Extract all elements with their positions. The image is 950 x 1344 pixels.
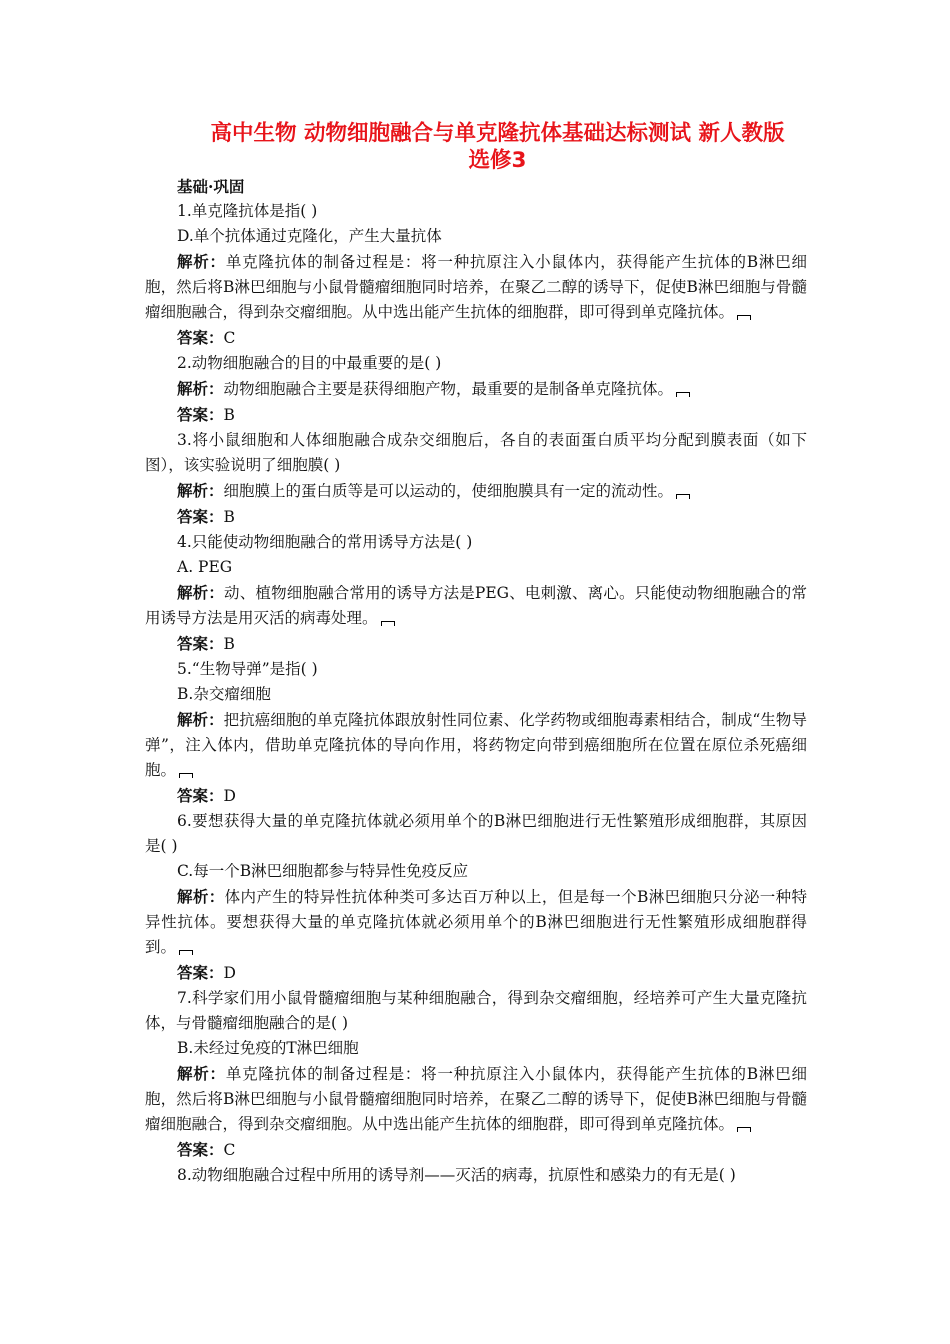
analysis-label: 解析：	[177, 583, 225, 602]
question-7: 7.科学家们用小鼠骨髓瘤细胞与某种细胞融合，得到杂交瘤细胞，经培养可产生大量克隆抗体，与骨髓瘤细胞融合的是( )	[145, 989, 807, 1032]
question-5: 5.“生物导弹”是指( )	[177, 660, 318, 678]
answer-label: 答案：	[177, 634, 224, 653]
question-1-analysis	[145, 249, 807, 325]
question-1-option: D.单个抗体通过克隆化，产生大量抗体	[177, 227, 442, 245]
analysis-label: 解析：	[177, 252, 226, 271]
edit-mark-icon	[737, 1127, 751, 1132]
analysis-text: 动物细胞融合主要是获得细胞产物，最重要的是制备单克隆抗体。	[223, 380, 674, 398]
analysis-label: 解析：	[177, 481, 224, 500]
edit-mark-icon	[676, 392, 690, 397]
question-7-option: B.未经过免疫的T淋巴细胞	[177, 1039, 359, 1057]
answer-value: B	[223, 406, 235, 424]
analysis-label: 解析：	[177, 1064, 226, 1083]
question-1: 1.单克隆抗体是指( )	[177, 202, 318, 220]
analysis-label: 解析：	[177, 379, 224, 398]
analysis-text: 单克隆抗体的制备过程是：将一种抗原注入小鼠体内，获得能产生抗体的B淋巴细胞，然后将B淋巴细胞与小鼠骨髓瘤细胞同时培养，在聚乙二醇的诱导下，促使B淋巴细胞与骨髓瘤细胞融合，得到杂交瘤细胞。从中选出能产生抗体的细胞群，即可得到单克隆抗体。	[145, 253, 807, 321]
answer-value: D	[223, 787, 236, 805]
edit-mark-icon	[179, 950, 193, 955]
answer-value: C	[223, 1141, 236, 1159]
analysis-text: 动、植物细胞融合常用的诱导方法是PEG、电刺激、离心。只能使动物细胞融合的常用诱导方法是用灭活的病毒处理。	[145, 584, 807, 627]
question-7-answer	[145, 1137, 807, 1163]
answer-value: C	[223, 329, 236, 347]
section-heading: 基础·巩固	[177, 177, 245, 196]
analysis-text: 体内产生的特异性抗体种类可多达百万种以上，但是每一个B淋巴细胞只分泌一种特异性抗体。要想获得大量的单克隆抗体就必须用单个的B淋巴细胞进行无性繁殖形成细胞群得到。	[145, 888, 807, 956]
answer-label: 答案：	[177, 328, 224, 347]
question-6-option: C.每一个B淋巴细胞都参与特异性免疫反应	[177, 862, 469, 880]
answer-label: 答案：	[177, 963, 224, 982]
analysis-text: 细胞膜上的蛋白质等是可以运动的，使细胞膜具有一定的流动性。	[223, 482, 674, 500]
analysis-label: 解析：	[177, 710, 224, 729]
question-6-answer	[145, 960, 807, 986]
answer-label: 答案：	[177, 1140, 224, 1159]
question-2: 2.动物细胞融合的目的中最重要的是( )	[177, 354, 442, 372]
answer-value: D	[223, 964, 236, 982]
question-2-analysis	[145, 376, 807, 402]
question-6-analysis	[145, 884, 807, 960]
question-4: 4.只能使动物细胞融合的常用诱导方法是( )	[177, 533, 473, 551]
analysis-text: 把抗癌细胞的单克隆抗体跟放射性同位素、化学药物或细胞毒素相结合，制成“生物导弹”，注入体内，借助单克隆抗体的导向作用，将药物定向带到癌细胞所在位置在原位杀死癌细胞。	[145, 711, 807, 779]
title-line-1: 高中生物 动物细胞融合与单克隆抗体基础达标测试 新人教版	[210, 121, 785, 146]
edit-mark-icon	[737, 315, 751, 320]
question-6: 6.要想获得大量的单克隆抗体就必须用单个的B淋巴细胞进行无性繁殖形成细胞群，其原因是( )	[145, 812, 807, 855]
question-5-answer	[145, 783, 807, 809]
edit-mark-icon	[381, 621, 395, 626]
question-3: 3.将小鼠细胞和人体细胞融合成杂交细胞后，各自的表面蛋白质平均分配到膜表面（如下图），该实验说明了细胞膜( )	[145, 431, 807, 474]
question-8: 8.动物细胞融合过程中所用的诱导剂——灭活的病毒，抗原性和感染力的有无是( )	[177, 1166, 736, 1184]
edit-mark-icon	[179, 773, 193, 778]
answer-label: 答案：	[177, 507, 224, 526]
answer-label: 答案：	[177, 786, 224, 805]
question-4-analysis	[145, 580, 807, 631]
question-3-analysis	[145, 478, 807, 504]
question-4-option: A. PEG	[177, 558, 233, 576]
edit-mark-icon	[676, 494, 690, 499]
question-1-answer	[145, 325, 807, 351]
analysis-label: 解析：	[177, 887, 225, 906]
document-body	[145, 174, 807, 1188]
document-title	[140, 120, 855, 174]
question-4-answer	[145, 631, 807, 657]
answer-value: B	[223, 508, 235, 526]
question-2-answer	[145, 402, 807, 428]
title-line-2: 选修3	[468, 148, 527, 173]
question-7-analysis	[145, 1061, 807, 1137]
answer-value: B	[223, 635, 235, 653]
question-5-analysis	[145, 707, 807, 783]
answer-label: 答案：	[177, 405, 224, 424]
question-3-answer	[145, 504, 807, 530]
analysis-text: 单克隆抗体的制备过程是：将一种抗原注入小鼠体内，获得能产生抗体的B淋巴细胞，然后将B淋巴细胞与小鼠骨髓瘤细胞同时培养，在聚乙二醇的诱导下，促使B淋巴细胞与骨髓瘤细胞融合，得到杂交瘤细胞。从中选出能产生抗体的细胞群，即可得到单克隆抗体。	[145, 1065, 807, 1133]
question-5-option: B.杂交瘤细胞	[177, 685, 271, 703]
